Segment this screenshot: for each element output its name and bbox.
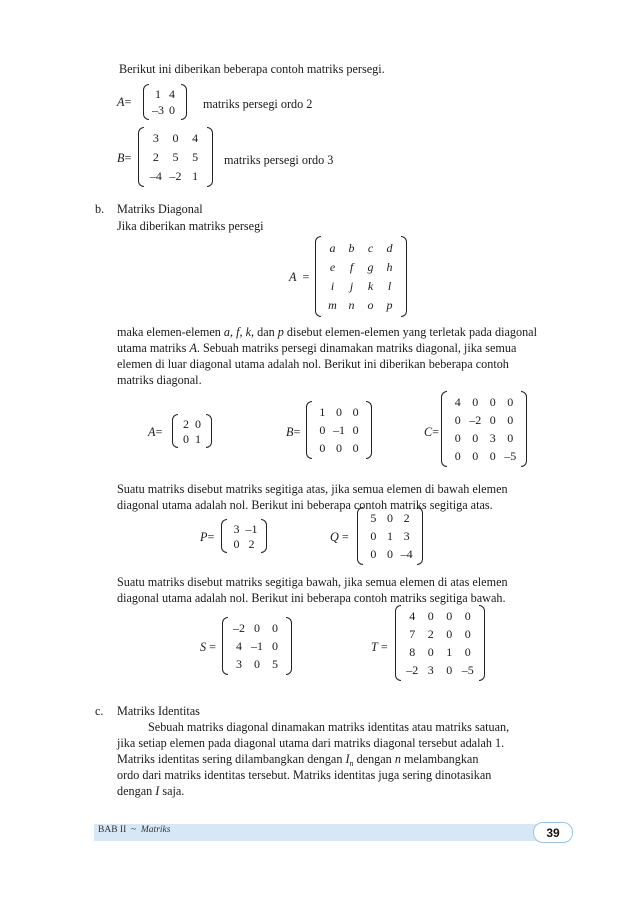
diagonal-matrix-b xyxy=(306,401,372,459)
upper-line-2: diagonal utama adalah nol. Berikut ini beberapa contoh matriks segitiga atas. xyxy=(117,498,493,512)
matrix-cell: i xyxy=(330,279,335,294)
matrix-cell: 0 xyxy=(472,431,479,445)
matrix-cell: l xyxy=(387,279,392,294)
matrix-cell: 4 xyxy=(236,639,242,653)
matrix-cell: 1 xyxy=(192,168,199,183)
matrix-cell: 0 xyxy=(319,423,326,437)
matrix-s-label: S = xyxy=(200,640,217,654)
page-number: 39 xyxy=(533,822,573,843)
diagonal-line-2: utama matriks A. Sebuah matriks persegi dinamakan matriks diagonal, jika semua xyxy=(117,341,517,355)
matrix-cell: 3 xyxy=(236,657,242,671)
diag-b-label: B= xyxy=(286,425,301,439)
matrix-cell: 0 xyxy=(172,131,179,146)
matrix-cell: 2 xyxy=(248,536,255,551)
matrix-cell: k xyxy=(367,279,374,294)
matrix-cell: 0 xyxy=(507,395,514,409)
matrix-cell: 0 xyxy=(507,431,514,445)
big-matrix-label: A = xyxy=(289,270,310,284)
matrix-cell: 0 xyxy=(254,657,260,671)
diagonal-matrix-c xyxy=(441,391,527,467)
right-bracket xyxy=(401,236,407,317)
matrix-cell: 4 xyxy=(169,87,175,101)
section-b-title: Matriks Diagonal xyxy=(117,202,203,216)
lower-line-2: diagonal utama adalah nol. Berikut ini beberapa contoh matriks segitiga bawah. xyxy=(117,591,506,605)
matrix-cell: 5 xyxy=(272,657,278,671)
intro-text: Berikut ini diberikan beberapa contoh matriks persegi. xyxy=(119,62,385,76)
matrix-cell: 0 xyxy=(370,547,377,561)
matrix-cell: 0 xyxy=(272,639,278,653)
matrix-cell: 1 xyxy=(446,645,453,659)
matrix-cell: 0 xyxy=(489,395,496,409)
right-bracket xyxy=(417,507,423,565)
identity-line-2: jika setiap elemen pada diagonal utama dari matriks diagonal tersebut adalah 1. xyxy=(117,736,505,750)
right-bracket xyxy=(286,617,292,675)
right-bracket xyxy=(479,605,485,681)
matrix-cell: m xyxy=(328,298,337,313)
matrix-cell: 1 xyxy=(155,87,161,101)
matrix-cell: d xyxy=(386,240,393,255)
right-bracket xyxy=(366,401,372,459)
section-b-given: Jika diberikan matriks persegi xyxy=(117,219,264,233)
identity-line-1: Sebuah matriks diagonal dinamakan matriks identitas atau matriks satuan, xyxy=(148,720,510,734)
matrix-b-label: B= xyxy=(117,151,132,165)
upper-triangular-matrix-q xyxy=(357,507,423,565)
section-c-marker: c. xyxy=(95,704,104,718)
matrix-cell: 0 xyxy=(352,423,359,437)
left-bracket xyxy=(138,127,144,187)
section-b-marker: b. xyxy=(95,202,105,216)
matrix-cell: –1 xyxy=(333,423,345,437)
matrix-cell: 0 xyxy=(195,416,201,431)
matrix-cell: 0 xyxy=(427,645,434,659)
matrix-cell: 5 xyxy=(172,150,179,164)
right-bracket xyxy=(521,391,527,467)
matrix-cell: 0 xyxy=(464,609,471,623)
matrix-cell: 0 xyxy=(446,627,453,641)
matrix-cell: 0 xyxy=(336,405,342,419)
diagonal-line-1: maka elemen-elemen a, f, k, dan p disebut elemen-elemen yang terletak pada diagonal xyxy=(117,325,537,339)
matrix-cell: –4 xyxy=(400,547,413,561)
matrix-cell: –2 xyxy=(169,168,182,183)
matrix-cell: 0 xyxy=(272,621,278,635)
matrix-cell: a xyxy=(329,240,336,255)
matrix-p-label: P= xyxy=(200,530,215,544)
matrix-cell: 5 xyxy=(370,511,377,525)
matrix-b-desc: matriks persegi ordo 3 xyxy=(224,153,334,167)
matrix-cell: 0 xyxy=(464,627,471,641)
matrix-cell: 7 xyxy=(409,627,416,641)
matrix-cell: g xyxy=(367,259,374,274)
matrix-cell: 0 xyxy=(489,413,496,427)
upper-line-1: Suatu matriks disebut matriks segitiga atas, jika semua elemen di bawah elemen xyxy=(117,482,508,496)
matrix-cell: –5 xyxy=(461,663,474,677)
matrix-cell: 3 xyxy=(152,131,159,146)
matrix-cell: 0 xyxy=(336,441,342,455)
matrix-cell: 4 xyxy=(454,395,461,409)
matrix-cell: 1 xyxy=(319,405,326,419)
general-matrix-4x4 xyxy=(315,236,407,317)
matrix-cell: 5 xyxy=(192,150,199,164)
matrix-cell: 0 xyxy=(454,449,461,463)
matrix-t-label: T = xyxy=(371,640,388,654)
matrix-cell: 0 xyxy=(454,431,461,445)
matrix-cell: 8 xyxy=(409,645,416,659)
matrix-cell: 1 xyxy=(387,529,393,543)
identity-line-3: Matriks identitas sering dilambangkan dengan $I_n$ dengan n melambangkan xyxy=(117,752,479,768)
matrix-a-label: A= xyxy=(117,95,132,109)
matrix-cell: 0 xyxy=(319,441,326,455)
matrix-cell: 0 xyxy=(507,413,514,427)
matrix-cell: e xyxy=(329,259,336,274)
lower-triangular-matrix-t xyxy=(395,605,485,681)
diagonal-matrix-a xyxy=(172,414,212,448)
matrix-cell: 0 xyxy=(472,449,479,463)
matrix-cell: 0 xyxy=(489,449,496,463)
matrix-cell: b xyxy=(348,240,355,255)
matrix-cell: n xyxy=(348,298,355,313)
matrix-cell: 4 xyxy=(409,609,416,623)
left-bracket xyxy=(395,605,401,681)
upper-triangular-matrix-p xyxy=(221,519,267,553)
matrix-cell: –2 xyxy=(469,413,482,427)
matrix-cell: –1 xyxy=(245,521,258,536)
matrix-cell: 0 xyxy=(454,413,461,427)
matrix-b-square-3 xyxy=(138,127,213,187)
lower-triangular-matrix-s xyxy=(222,617,292,675)
footer-chapter: BAB II ~ Matriks xyxy=(98,825,171,835)
matrix-cell: h xyxy=(386,259,393,274)
matrix-cell: 4 xyxy=(192,131,199,146)
matrix-cell: 0 xyxy=(352,405,359,419)
identity-line-5: dengan I saja. xyxy=(117,784,185,798)
matrix-cell: 0 xyxy=(387,511,393,525)
lower-line-1: Suatu matriks disebut matriks segitiga bawah, jika semua elemen di atas elemen xyxy=(117,575,508,589)
matrix-cell: –4 xyxy=(149,168,162,183)
right-bracket xyxy=(207,127,213,187)
diagonal-line-3: elemen di luar diagonal utama adalah nol. Berikut ini diberikan beberapa contoh xyxy=(117,357,509,371)
matrix-cell: 2 xyxy=(403,511,410,525)
diagonal-line-4: matriks diagonal. xyxy=(117,373,202,387)
matrix-cell: 0 xyxy=(183,431,189,446)
matrix-cell: 0 xyxy=(370,529,377,543)
matrix-cell: 0 xyxy=(472,395,479,409)
matrix-cell: 0 xyxy=(446,663,453,677)
matrix-cell: o xyxy=(367,298,374,313)
matrix-cell: –2 xyxy=(406,663,419,677)
matrix-cell: 3 xyxy=(233,521,240,536)
matrix-cell: j xyxy=(349,279,354,294)
diag-c-label: C= xyxy=(424,425,440,439)
matrix-cell: c xyxy=(367,240,374,255)
matrix-cell: –1 xyxy=(251,639,263,653)
matrix-cell: 2 xyxy=(427,627,434,641)
left-bracket xyxy=(315,236,321,317)
matrix-cell: 3 xyxy=(427,663,434,677)
matrix-cell: –5 xyxy=(504,449,517,463)
matrix-cell: –3 xyxy=(152,103,164,117)
identity-line-4: ordo dari matriks identitas tersebut. Matriks identitas juga sering dinotasikan xyxy=(117,768,492,782)
matrix-cell: 0 xyxy=(446,609,453,623)
matrix-cell: 0 xyxy=(387,547,393,561)
matrix-cell: 1 xyxy=(195,431,201,446)
matrix-cell: 3 xyxy=(403,529,410,543)
matrix-cell: 0 xyxy=(464,645,471,659)
section-c-title: Matriks Identitas xyxy=(117,704,200,718)
matrix-cell: 0 xyxy=(233,536,240,551)
matrix-a-square-2 xyxy=(143,84,187,120)
matrix-cell: 0 xyxy=(254,621,260,635)
matrix-cell: p xyxy=(386,298,393,313)
footer-bar xyxy=(94,824,573,841)
matrix-cell: 0 xyxy=(169,103,175,117)
matrix-cell: –2 xyxy=(233,621,245,635)
matrix-cell: 2 xyxy=(183,416,189,431)
matrix-cell: 0 xyxy=(352,441,359,455)
matrix-cell: 3 xyxy=(489,431,496,445)
matrix-cell: 0 xyxy=(427,609,434,623)
matrix-cell: f xyxy=(349,259,354,274)
matrix-cell: 2 xyxy=(152,150,159,164)
diag-a-label: A= xyxy=(148,425,163,439)
matrix-a-desc: matriks persegi ordo 2 xyxy=(203,97,313,111)
matrix-q-label: Q = xyxy=(330,530,349,544)
